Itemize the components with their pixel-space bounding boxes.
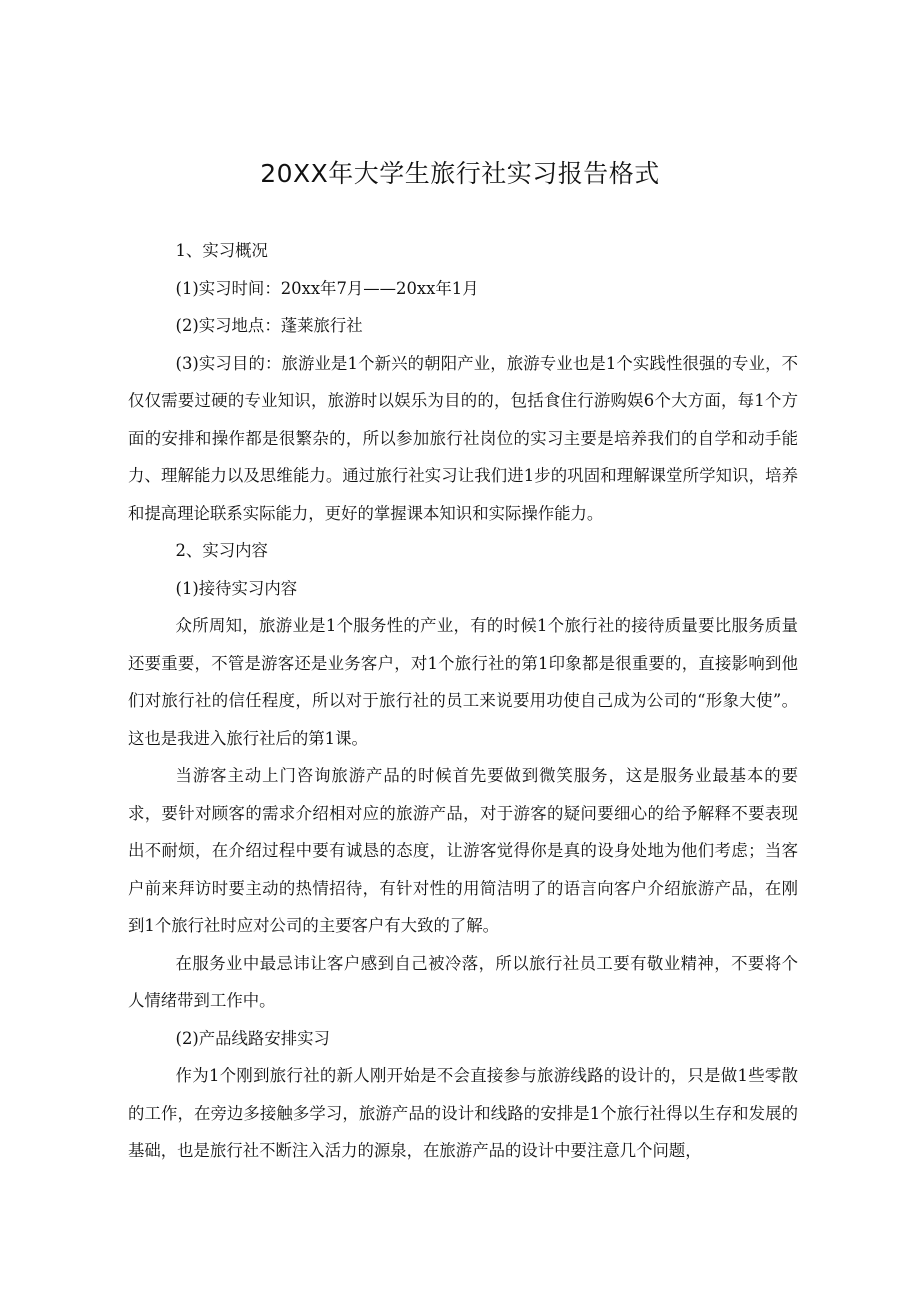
paragraph-product-route-body: 作为1个刚到旅行社的新人刚开始是不会直接参与旅游线路的设计的，只是做1些零散的工作，在旁边多接触多学习，旅游产品的设计和线路的安排是1个旅行社得以生存和发展的基础，也是旅行社不断注入活力的源泉，在旅游产品的设计中要注意几个问题， xyxy=(128,1066,798,1160)
paragraph-section-1-heading: 1、实习概况 xyxy=(175,241,268,260)
paragraph-section-2-heading: 2、实习内容 xyxy=(175,541,268,560)
paragraph-internship-location: (2)实习地点：蓬莱旅行社 xyxy=(175,316,363,335)
paragraph-internship-purpose: (3)实习目的：旅游业是1个新兴的朝阳产业，旅游专业也是1个实践性很强的专业，不仅仅需要过硬的专业知识，旅游时以娱乐为目的的，包括食住行游购娱6个大方面，每1个方面的安排和操作都是很繁杂的，所以参加旅行社岗位的实习主要是培养我们的自学和动手能力、理解能力以及思维能力。通过旅行社实习让我们进1步的巩固和理解课堂所学知识，培养和提高理论联系实际能力，更好的掌握课本知识和实际操作能力。 xyxy=(128,353,798,523)
document-title: 20XX年大学生旅行社实习报告格式 xyxy=(260,159,660,188)
paragraph-reception-body-2: 当游客主动上门咨询旅游产品的时候首先要做到微笑服务，这是服务业最基本的要求，要针对顾客的需求介绍相对应的旅游产品，对于游客的疑问要细心的给予解释不要表现出不耐烦，在介绍过程中要有诚恳的态度，让游客觉得你是真的设身处地为他们考虑；当客户前来拜访时要主动的热情招待，有针对性的用简洁明了的语言向客户介绍旅游产品，在刚到1个旅行社时应对公司的主要客户有大致的了解。 xyxy=(128,766,798,935)
paragraph-reception-heading: (1)接待实习内容 xyxy=(175,578,298,598)
document-body xyxy=(128,232,798,1170)
paragraph-product-route-heading: (2)产品线路安排实习 xyxy=(175,1028,330,1048)
paragraph-internship-time: (1)实习时间：20xx年7月——20xx年1月 xyxy=(175,278,479,298)
paragraph-reception-body-3: 在服务业中最忌讳让客户感到自己被冷落，所以旅行社员工要有敬业精神，不要将个人情绪带到工作中。 xyxy=(128,953,798,1010)
paragraph-reception-body-1: 众所周知，旅游业是1个服务性的产业，有的时候1个旅行社的接待质量要比服务质量还要重要，不管是游客还是业务客户，对1个旅行社的第1印象都是很重要的，直接影响到他们对旅行社的信任程度，所以对于旅行社的员工来说要用功使自己成为公司的“形象大使”。这也是我进入旅行社后的第1课。 xyxy=(128,616,798,748)
